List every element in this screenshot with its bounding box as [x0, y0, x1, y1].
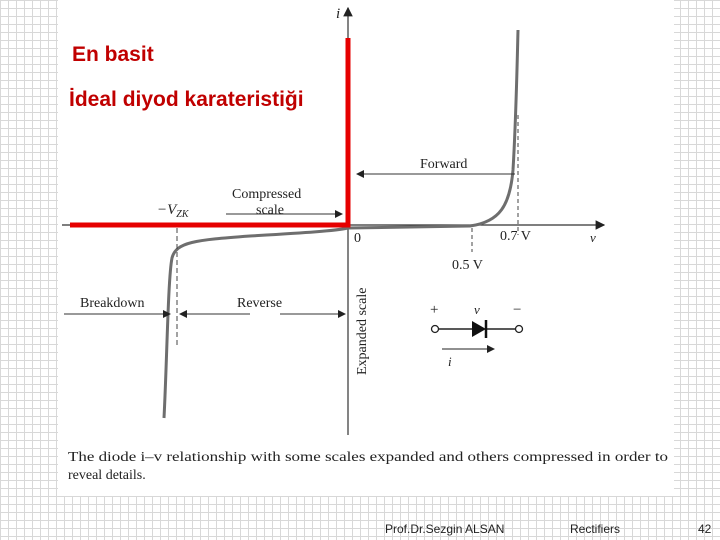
footer-topic: Rectifiers: [570, 522, 621, 536]
diode-current-label: i: [448, 354, 452, 369]
figure-caption-line1: The diode i–v relationship with some scales expanded and others compressed in order to: [68, 450, 668, 465]
diode-symbol: [432, 320, 523, 349]
footer-author: Prof.Dr.Sezgin ALSAN: [385, 522, 505, 536]
voltage-axis-label: v: [590, 230, 596, 245]
slide-title-line1: En basit: [72, 43, 154, 66]
expanded-scale-label: Expanded scale: [355, 287, 370, 375]
compressed-label-1: Compressed: [232, 187, 302, 202]
diode-minus-label: −: [513, 302, 522, 318]
tick-05v-label: 0.5 V: [452, 258, 483, 273]
vzk-label: $-V_{ZK}$: [157, 202, 189, 220]
current-axis-label: i: [336, 6, 341, 22]
compressed-label-2: scale: [256, 203, 284, 218]
slide-title-line2: İdeal diyod karateristiği: [69, 88, 304, 111]
reverse-label: Reverse: [237, 296, 283, 311]
figure-caption-line2: reveal details.: [68, 468, 146, 483]
page-number: 42: [698, 522, 712, 536]
forward-label: Forward: [420, 157, 468, 172]
diode-plus-label: +: [430, 302, 439, 318]
breakdown-label: Breakdown: [80, 296, 145, 311]
diode-voltage-label: v: [474, 302, 480, 317]
tick-07v-label: 0.7 V: [500, 229, 531, 244]
origin-label: 0: [354, 231, 361, 246]
